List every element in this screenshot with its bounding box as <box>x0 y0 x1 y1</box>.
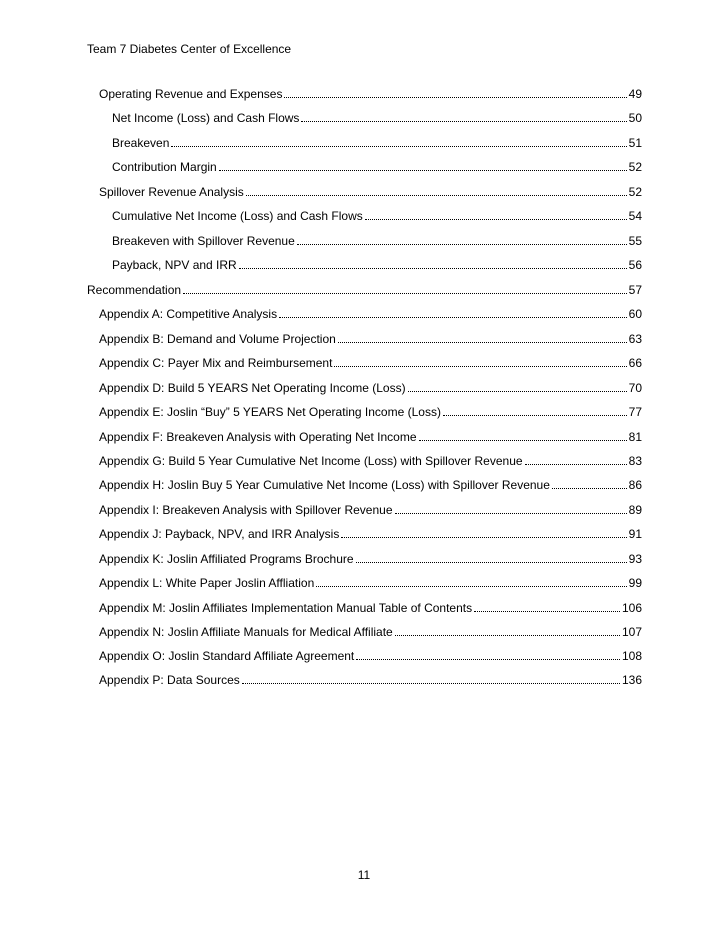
toc-leader-dots <box>219 170 627 171</box>
toc-entry-title: Appendix G: Build 5 Year Cumulative Net Income (Loss) with Spillover Revenue <box>99 454 523 468</box>
toc-leader-dots <box>242 683 620 684</box>
toc-entry-title: Breakeven with Spillover Revenue <box>112 234 295 248</box>
toc-entry-title: Appendix E: Joslin “Buy” 5 YEARS Net Operating Income (Loss) <box>99 405 441 419</box>
toc-entry[interactable] <box>99 574 642 590</box>
document-header: Team 7 Diabetes Center of Excellence <box>87 42 292 56</box>
toc-entry-page: 86 <box>628 478 642 492</box>
toc-entry-page: 108 <box>621 649 642 663</box>
toc-entry[interactable] <box>99 476 642 492</box>
toc-entry[interactable] <box>112 256 642 272</box>
toc-leader-dots <box>171 146 626 147</box>
toc-entry-page: 83 <box>628 454 642 468</box>
toc-entry[interactable] <box>99 85 642 101</box>
toc-entry-page: 49 <box>628 87 642 101</box>
toc-entry-page: 66 <box>628 356 642 370</box>
toc-entry[interactable] <box>99 599 642 615</box>
toc-leader-dots <box>419 440 627 441</box>
toc-leader-dots <box>246 195 627 196</box>
toc-leader-dots <box>284 97 626 98</box>
toc-entry[interactable] <box>99 452 642 468</box>
toc-leader-dots <box>341 537 626 538</box>
toc-entry-title: Recommendation <box>87 283 182 297</box>
toc-entry[interactable] <box>112 158 642 174</box>
toc-leader-dots <box>301 121 626 122</box>
toc-entry[interactable] <box>112 109 642 125</box>
toc-entry-page: 81 <box>628 430 642 444</box>
toc-entry[interactable] <box>112 207 642 223</box>
toc-entry-page: 55 <box>628 234 642 248</box>
toc-entry-page: 91 <box>628 527 642 541</box>
toc-entry-title: Cumulative Net Income (Loss) and Cash Flows <box>112 209 363 223</box>
toc-leader-dots <box>365 219 627 220</box>
toc-leader-dots <box>408 391 627 392</box>
toc-entry[interactable] <box>99 183 642 199</box>
toc-entry-page: 63 <box>628 332 642 346</box>
toc-entry-title: Appendix B: Demand and Volume Projection <box>99 332 336 346</box>
toc-entry-page: 99 <box>628 576 642 590</box>
toc-entry[interactable] <box>99 403 642 419</box>
toc-entry-title: Appendix C: Payer Mix and Reimbursement <box>99 356 333 370</box>
toc-entry[interactable] <box>87 281 642 297</box>
toc-entry[interactable] <box>99 379 642 395</box>
toc-entry-page: 93 <box>628 552 642 566</box>
toc-entry[interactable] <box>99 647 642 663</box>
toc-entry[interactable] <box>99 354 642 370</box>
toc-leader-dots <box>239 268 627 269</box>
toc-entry-page: 89 <box>628 503 642 517</box>
toc-entry[interactable] <box>99 428 642 444</box>
toc-entry-title: Appendix D: Build 5 YEARS Net Operating Income (Loss) <box>99 381 406 395</box>
toc-entry-page: 60 <box>628 307 642 321</box>
toc-entry[interactable] <box>99 623 642 639</box>
toc-entry-title: Appendix A: Competitive Analysis <box>99 307 278 321</box>
toc-entry-title: Appendix P: Data Sources <box>99 673 240 687</box>
toc-entry-title: Appendix O: Joslin Standard Affiliate Agreement <box>99 649 355 663</box>
toc-entry-title: Appendix I: Breakeven Analysis with Spillover Revenue <box>99 503 393 517</box>
toc-entry-page: 77 <box>628 405 642 419</box>
toc-leader-dots <box>356 659 620 660</box>
toc-entry-title: Operating Revenue and Expenses <box>99 87 283 101</box>
toc-leader-dots <box>474 611 620 612</box>
toc-leader-dots <box>395 513 627 514</box>
toc-entry-title: Appendix K: Joslin Affiliated Programs Brochure <box>99 552 354 566</box>
toc-entry[interactable] <box>99 550 642 566</box>
toc-entry-page: 50 <box>628 111 642 125</box>
toc-entry-page: 57 <box>628 283 642 297</box>
toc-entry-title: Appendix J: Payback, NPV, and IRR Analysis <box>99 527 340 541</box>
toc-entry[interactable] <box>99 330 642 346</box>
toc-entry-page: 136 <box>621 673 642 687</box>
toc-entry-title: Appendix N: Joslin Affiliate Manuals for Medical Affiliate <box>99 625 393 639</box>
toc-entry-page: 51 <box>628 136 642 150</box>
toc-entry-title: Contribution Margin <box>112 160 217 174</box>
toc-entry-title: Appendix M: Joslin Affiliates Implementation Manual Table of Contents <box>99 601 473 615</box>
toc-entry[interactable] <box>99 501 642 517</box>
toc-entry-page: 106 <box>621 601 642 615</box>
toc-leader-dots <box>316 586 626 587</box>
toc-leader-dots <box>356 562 627 563</box>
toc-entry-page: 54 <box>628 209 642 223</box>
toc-entry-title: Spillover Revenue Analysis <box>99 185 244 199</box>
toc-leader-dots <box>279 317 627 318</box>
toc-entry-title: Appendix F: Breakeven Analysis with Operating Net Income <box>99 430 417 444</box>
toc-entry-page: 56 <box>628 258 642 272</box>
toc-leader-dots <box>334 366 626 367</box>
toc-entry-title: Payback, NPV and IRR <box>112 258 237 272</box>
toc-entry[interactable] <box>99 671 642 687</box>
toc-leader-dots <box>395 635 620 636</box>
toc-entry-title: Breakeven <box>112 136 170 150</box>
toc-leader-dots <box>297 244 627 245</box>
toc-leader-dots <box>443 415 627 416</box>
toc-entry-page: 52 <box>628 185 642 199</box>
toc-entry[interactable] <box>112 232 642 248</box>
toc-leader-dots <box>183 293 627 294</box>
toc-entry-page: 52 <box>628 160 642 174</box>
toc-leader-dots <box>338 342 627 343</box>
toc-leader-dots <box>525 464 627 465</box>
toc-entry[interactable] <box>99 305 642 321</box>
toc-entry-page: 70 <box>628 381 642 395</box>
toc-entry-title: Appendix L: White Paper Joslin Affliation <box>99 576 315 590</box>
toc-entry[interactable] <box>112 134 642 150</box>
toc-entry-title: Appendix H: Joslin Buy 5 Year Cumulative Net Income (Loss) with Spillover Revenue <box>99 478 550 492</box>
toc-entry-title: Net Income (Loss) and Cash Flows <box>112 111 300 125</box>
toc-leader-dots <box>552 488 627 489</box>
toc-entry-page: 107 <box>621 625 642 639</box>
page-number: 11 <box>357 868 371 882</box>
toc-entry[interactable] <box>99 525 642 541</box>
